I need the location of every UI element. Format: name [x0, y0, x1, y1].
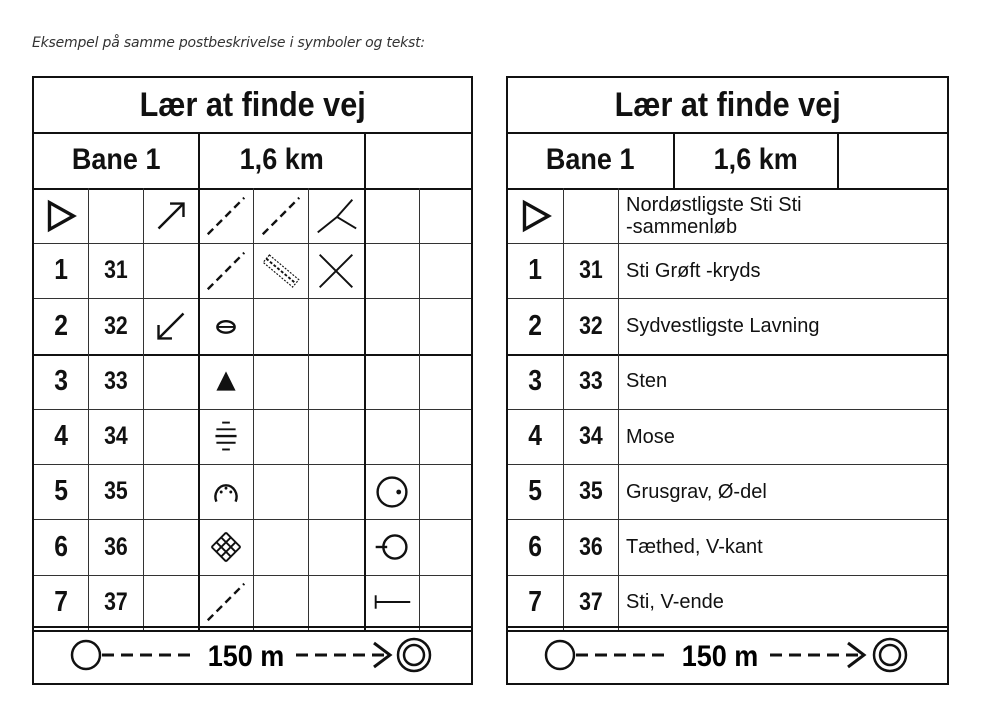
footer-distance: 150 m	[207, 639, 285, 674]
control-description: Sti Grøft -kryds	[626, 259, 761, 282]
control-number: 5	[54, 475, 68, 508]
control-code: 33	[103, 366, 128, 395]
gravel-pit-icon	[198, 464, 253, 519]
control-number: 1	[528, 254, 543, 287]
west-end-icon	[364, 575, 419, 630]
control-description: Grusgrav, Ø-del	[626, 480, 767, 503]
control-code: 35	[103, 477, 128, 506]
control-code: 34	[578, 422, 603, 450]
control-description: Nordøstligste Sti Sti -sammenløb	[626, 193, 802, 238]
control-description: Sten	[626, 370, 668, 393]
start-triangle-icon	[508, 188, 563, 243]
table-row	[508, 464, 947, 520]
crossing-x-icon	[308, 243, 364, 298]
control-description: Sydvestligste Lavning	[626, 315, 820, 337]
control-code: 36	[103, 532, 128, 561]
control-description: Sti, V-ende	[626, 591, 724, 614]
table-row	[508, 354, 947, 410]
control-number: 6	[54, 530, 68, 563]
table-row	[508, 243, 947, 299]
card-title: Lær at finde vej	[34, 78, 471, 134]
table-row	[508, 409, 947, 465]
table-row	[508, 520, 947, 576]
course-length: 1,6 km	[713, 143, 799, 176]
table-row	[508, 188, 947, 244]
control-code: 32	[103, 311, 128, 340]
path-icon	[198, 243, 253, 298]
finish-line-footer	[508, 626, 947, 683]
junction-y-icon	[308, 188, 364, 243]
path-icon	[198, 575, 253, 630]
control-description: Mose	[626, 425, 675, 448]
control-number: 7	[528, 585, 543, 618]
control-code: 34	[103, 422, 128, 450]
control-circle-icon	[546, 641, 574, 669]
control-number: 7	[54, 585, 68, 618]
east-part-icon	[364, 464, 419, 519]
control-code: 35	[578, 477, 603, 506]
thicket-icon	[198, 520, 253, 575]
finish-line-footer	[34, 626, 471, 683]
path-icon	[253, 188, 308, 243]
control-number: 2	[528, 309, 543, 342]
control-code	[563, 188, 618, 243]
text-description-card	[506, 76, 949, 685]
marsh-icon	[198, 409, 253, 464]
finish-double-circle-icon	[874, 639, 906, 671]
control-number: 4	[528, 420, 543, 452]
table-row	[508, 575, 947, 632]
caption: Eksempel på samme postbeskrivelse i symboler og tekst:	[32, 35, 425, 51]
control-number: 2	[54, 309, 68, 342]
course-name: Bane 1	[71, 143, 161, 176]
control-code: 36	[578, 532, 603, 561]
course-header	[508, 132, 947, 190]
west-edge-icon	[364, 520, 419, 575]
control-number: 5	[528, 475, 543, 508]
control-number: 3	[528, 364, 543, 397]
start-triangle-icon	[34, 188, 88, 243]
control-number: 3	[54, 364, 68, 397]
course-name: Bane 1	[546, 143, 635, 176]
control-code: 31	[578, 256, 603, 285]
control-number: 4	[54, 420, 68, 452]
control-code: 32	[578, 311, 603, 340]
control-circle-icon	[72, 641, 100, 669]
text-grid	[508, 188, 947, 630]
control-number: 6	[528, 530, 543, 563]
symbol-grid	[34, 188, 471, 630]
arrow-southwest-icon	[143, 299, 198, 354]
control-code: 37	[103, 587, 128, 616]
footer-distance: 150 m	[681, 639, 759, 674]
control-code: 33	[578, 366, 603, 395]
control-code: 37	[578, 587, 603, 616]
boulder-triangle-icon	[198, 354, 253, 409]
table-row	[508, 299, 947, 356]
course-length: 1,6 km	[239, 143, 325, 176]
arrow-northeast-icon	[143, 188, 198, 243]
depression-icon	[198, 299, 253, 354]
path-icon	[198, 188, 253, 243]
symbol-description-card	[32, 76, 473, 685]
control-code: 31	[103, 256, 128, 285]
course-header	[34, 132, 471, 190]
finish-double-circle-icon	[398, 639, 430, 671]
control-code	[88, 188, 143, 243]
control-description: Tæthed, V-kant	[626, 536, 763, 558]
ditch-icon	[253, 243, 308, 298]
card-title: Lær at finde vej	[508, 78, 947, 134]
control-number: 1	[54, 254, 68, 287]
